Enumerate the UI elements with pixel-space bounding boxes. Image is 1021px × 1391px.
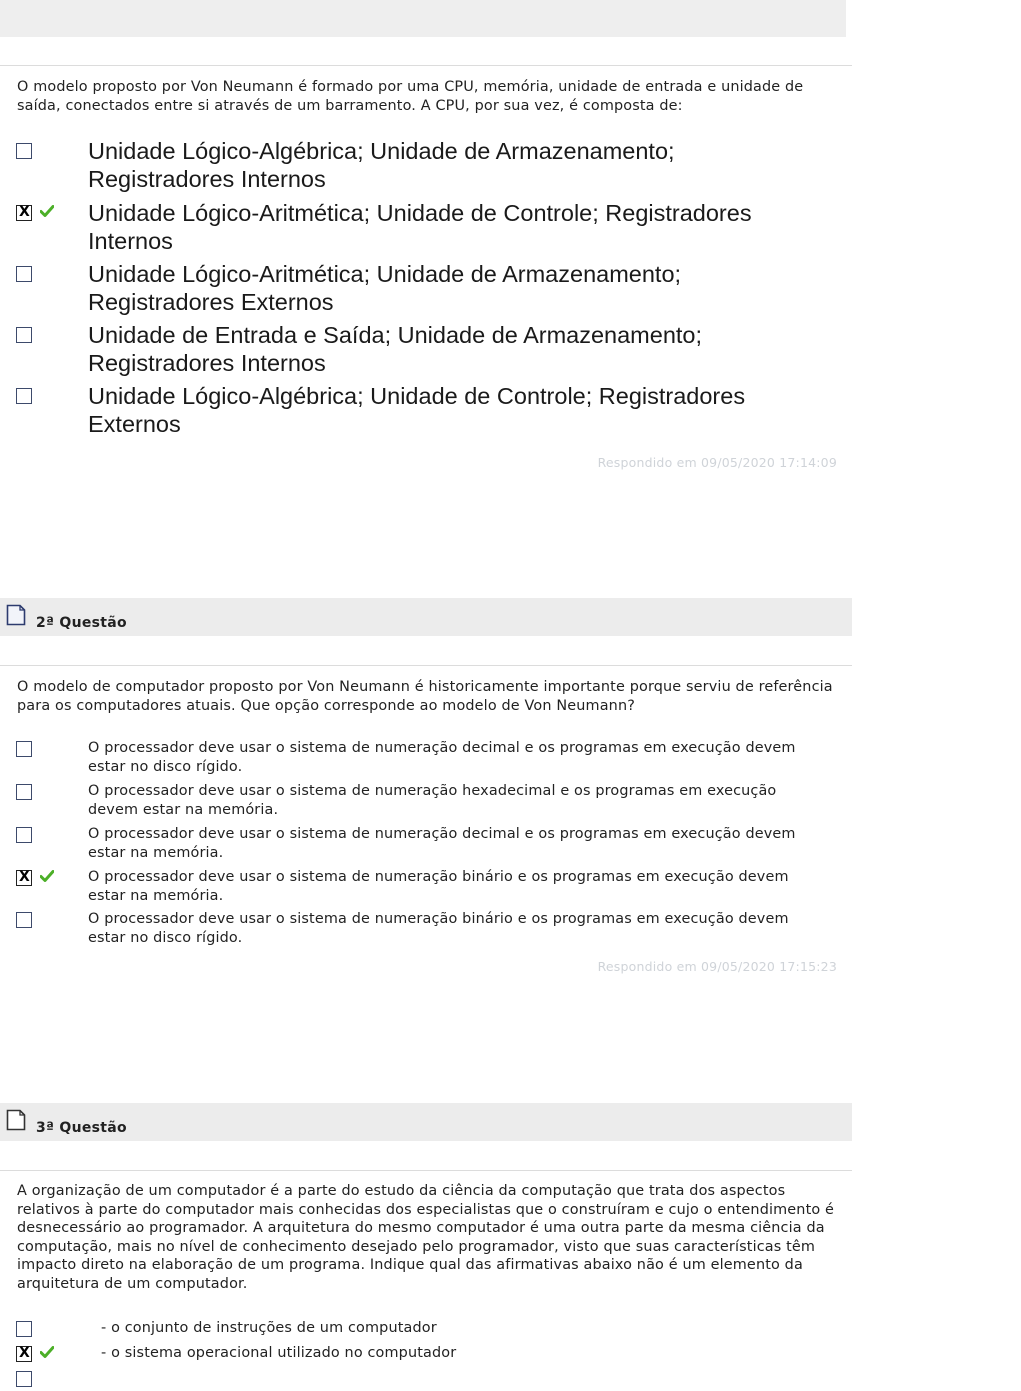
q3-option-1[interactable] [16,1319,836,1341]
option-label: Unidade Lógico-Aritmética; Unidade de Armazenamento; Registradores Externos [88,261,682,315]
option-label: O processador deve usar o sistema de numeração decimal e os programas em execução devem estar no disco rígido. [88,740,796,775]
q2-option-5[interactable] [16,910,836,950]
option-label: O processador deve usar o sistema de numeração binário e os programas em execução devem estar na memória. [88,869,789,904]
checkbox[interactable] [16,1371,32,1387]
answered-timestamp: Respondido em 09/05/2020 17:15:23 [597,959,837,974]
option-label: O processador deve usar o sistema de numeração hexadecimal e os programas em execução devem estar na memória. [88,783,777,818]
checkbox[interactable] [16,143,32,159]
divider [0,665,852,666]
option-label: Unidade de Entrada e Saída; Unidade de Armazenamento; Registradores Internos [88,322,703,376]
q2-option-4[interactable] [16,868,836,908]
checkmark-icon [40,870,54,882]
question-header [0,1103,852,1141]
q2-option-2[interactable] [16,782,836,822]
option-label: Unidade Lógico-Algébrica; Unidade de Armazenamento; Registradores Internos [88,138,675,192]
checkbox[interactable] [16,266,32,282]
option-label: Unidade Lógico-Aritmética; Unidade de Controle; Registradores Internos [88,200,752,254]
option-label: - o conjunto de instruções de um computador [101,1320,437,1336]
checkbox-checked[interactable] [16,870,32,886]
answered-timestamp: Respondido em 09/05/2020 17:14:09 [597,455,837,470]
q3-option-3[interactable] [16,1369,836,1389]
document-icon [6,1109,26,1131]
checkbox[interactable] [16,327,32,343]
top-band [0,0,846,37]
question-title: 2ª Questão [36,615,127,631]
q1-option-3[interactable] [16,261,836,320]
checkbox-checked[interactable] [16,205,32,221]
divider [0,65,852,66]
checkbox[interactable] [16,827,32,843]
q1-option-4[interactable] [16,322,836,381]
checkbox[interactable] [16,741,32,757]
option-label: O processador deve usar o sistema de numeração binário e os programas em execução devem estar no disco rígido. [88,911,789,946]
option-label: - o sistema operacional utilizado no computador [101,1345,457,1361]
checkmark-icon [40,205,54,217]
q3-text: A organização de um computador é a parte do estudo da ciência da computação que trata dos aspectos relativos à parte do computador mais conhecidas dos especialistas que o construíram e cujo o entendimento é desnecessário ao programador. A arquitetura do mesmo computador é uma outra parte da mesma ciência da computação, mais no nível de conhecimento desejado pelo programador, visto que suas características têm impacto direto na elaboração de um programa. Indique qual das afirmativas abaixo não é um elemento da arquitetura de um computador. [17,1183,835,1292]
checkbox[interactable] [16,1321,32,1337]
checkbox[interactable] [16,912,32,928]
divider [0,1170,852,1171]
option-label: Unidade Lógico-Algébrica; Unidade de Controle; Registradores Externos [88,383,746,437]
option-label: O processador deve usar o sistema de numeração decimal e os programas em execução devem estar na memória. [88,826,796,861]
checkmark-icon [40,1346,54,1358]
document-icon [6,604,26,626]
checkbox[interactable] [16,784,32,800]
q2-option-3[interactable] [16,825,836,865]
q2-option-1[interactable] [16,739,836,779]
checkbox-checked[interactable] [16,1346,32,1362]
checkbox[interactable] [16,388,32,404]
question-title: 3ª Questão [36,1120,127,1136]
q2-text: O modelo de computador proposto por Von Neumann é historicamente importante porque serviu de referência para os computadores atuais. Que opção corresponde ao modelo de Von Neumann? [17,679,833,714]
q1-option-1[interactable] [16,138,836,197]
q1-option-2[interactable] [16,200,836,259]
q3-option-2[interactable] [16,1344,836,1366]
q1-option-5[interactable] [16,383,836,442]
question-header [0,598,852,636]
q1-text: O modelo proposto por Von Neumann é formado por uma CPU, memória, unidade de entrada e unidade de saída, conectados entre si através de um barramento. A CPU, por sua vez, é composta de: [17,79,804,114]
